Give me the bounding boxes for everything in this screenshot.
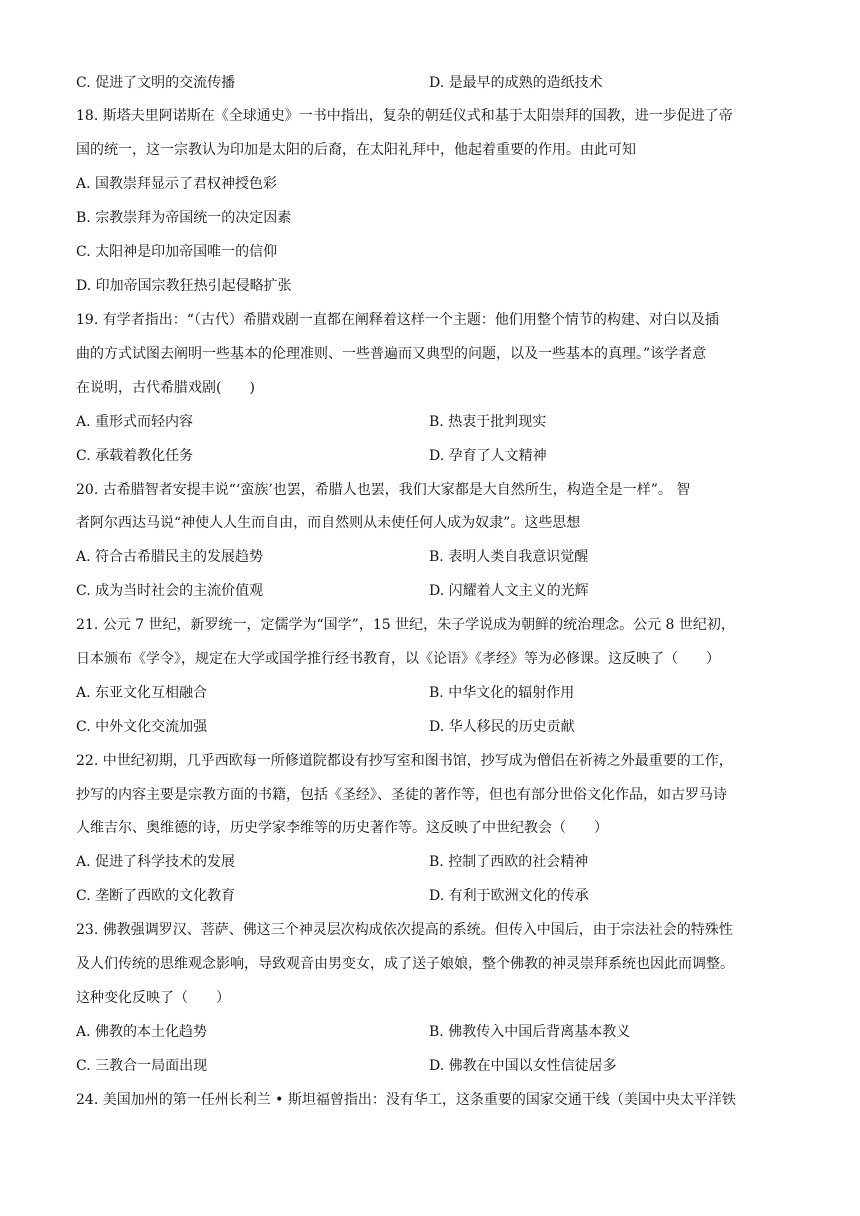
q22-option-c[interactable]: C. 垄断了西欧的文化教育: [76, 888, 236, 904]
q22-stem-line1: 22. 中世纪初期，几乎西欧每一所修道院都设有抄写室和图书馆，抄写成为僧侣在祈祷之外最重要的工作，: [76, 753, 733, 769]
q18-stem-line2: 国的统一，这一宗教认为印加是太阳的后裔，在太阳礼拜中，他起着重要的作用。由此可知: [76, 142, 636, 158]
q19-option-a[interactable]: A. 重形式而轻内容: [76, 414, 194, 430]
q19-option-c[interactable]: C. 承载着教化任务: [76, 448, 194, 464]
q23-stem-line3: 这种变化反映了（ ）: [76, 990, 230, 1006]
q22-option-a[interactable]: A. 促进了科学技术的发展: [76, 854, 236, 870]
q22-stem-line3: 人维吉尔、奥维德的诗，历史学家李维等的历史著作等。这反映了中世纪教会（ ）: [76, 820, 608, 836]
q21-option-d[interactable]: D. 华人移民的历史贡献: [429, 719, 575, 735]
q18-option-c[interactable]: C. 太阳神是印加帝国唯一的信仰: [76, 244, 278, 260]
q21-option-b[interactable]: B. 中华文化的辐射作用: [429, 685, 575, 701]
q21-option-c[interactable]: C. 中外文化交流加强: [76, 719, 208, 735]
q22-stem-line2: 抄写的内容主要是宗教方面的书籍，包括《圣经》、圣徒的著作等，但也有部分世俗文化作品，如古罗马诗: [76, 787, 727, 803]
q19-option-d[interactable]: D. 孕育了人文精神: [429, 448, 547, 464]
q20-option-c[interactable]: C. 成为当时社会的主流价值观: [76, 583, 264, 599]
q24-stem-line1: 24. 美国加州的第一任州长利兰 • 斯坦福曾指出：没有华工，这条重要的国家交通干线（美国中央太平洋铁: [76, 1092, 736, 1108]
q23-stem-line1: 23. 佛教强调罗汉、菩萨、佛这三个神灵层次构成依次提高的系统。但传入中国后，由于宗法社会的特殊性: [76, 922, 733, 938]
q20-stem-line2: 者阿尔西达马说“神使人人生而自由，而自然则从未使任何人成为奴隶”。这些思想: [76, 515, 581, 531]
q21-stem-line1: 21. 公元 7 世纪，新罗统一，定儒学为“国学”，15 世纪，朱子学说成为朝鲜的统治理念。公元 8 世纪初，: [76, 617, 735, 633]
q22-option-b[interactable]: B. 控制了西欧的社会精神: [429, 854, 589, 870]
q19-stem-line1: 19. 有学者指出：“（古代）希腊戏剧一直都在阐释着这样一个主题：他们用整个情节的构建、对白以及插: [76, 312, 719, 328]
q21-stem-line2: 日本颁布《学令》，规定在大学或国学推行经书教育，以《论语》《孝经》等为必修课。这反映了（ ）: [76, 651, 720, 667]
q23-stem-line2: 及人们传统的思维观念影响，导致观音由男变女，成了送子娘娘，整个佛教的神灵崇拜系统也因此而调整。: [76, 956, 734, 972]
q21-option-a[interactable]: A. 东亚文化互相融合: [76, 685, 208, 701]
q19-option-b[interactable]: B. 热衷于批判现实: [429, 414, 547, 430]
q19-stem-line2: 曲的方式试图去阐明一些基本的伦理准则、一些普遍而又典型的问题，以及一些基本的真理。”该学者意: [76, 346, 707, 362]
q23-option-b[interactable]: B. 佛教传入中国后背离基本教义: [429, 1024, 631, 1040]
q18-option-b[interactable]: B. 宗教崇拜为帝国统一的决定因素: [76, 210, 292, 226]
q18-option-d[interactable]: D. 印加帝国宗教狂热引起侵略扩张: [76, 278, 292, 294]
q23-option-d[interactable]: D. 佛教在中国以女性信徒居多: [429, 1058, 617, 1074]
q23-option-a[interactable]: A. 佛教的本土化趋势: [76, 1024, 208, 1040]
q17-option-d[interactable]: D. 是最早的成熟的造纸技术: [429, 75, 603, 91]
q23-option-c[interactable]: C. 三教合一局面出现: [76, 1058, 208, 1074]
q22-option-d[interactable]: D. 有利于欧洲文化的传承: [429, 888, 589, 904]
q18-stem-line1: 18. 斯塔夫里阿诺斯在《全球通史》一书中指出，复杂的朝廷仪式和基于太阳崇拜的国教，进一步促进了帝: [76, 108, 733, 124]
q20-option-a[interactable]: A. 符合古希腊民主的发展趋势: [76, 549, 264, 565]
q19-stem-line3: 在说明，古代希腊戏剧( ): [76, 380, 255, 396]
q18-option-a[interactable]: A. 国教崇拜显示了君权神授色彩: [76, 176, 278, 192]
q17-option-c[interactable]: C. 促进了文明的交流传播: [76, 75, 236, 91]
q20-option-d[interactable]: D. 闪耀着人文主义的光辉: [429, 583, 589, 599]
q20-option-b[interactable]: B. 表明人类自我意识觉醒: [429, 549, 589, 565]
q20-stem-line1: 20. 古希腊智者安提丰说“‘蛮族’也罢，希腊人也罢，我们大家都是大自然所生，构造全是一样”。 智: [76, 482, 691, 498]
